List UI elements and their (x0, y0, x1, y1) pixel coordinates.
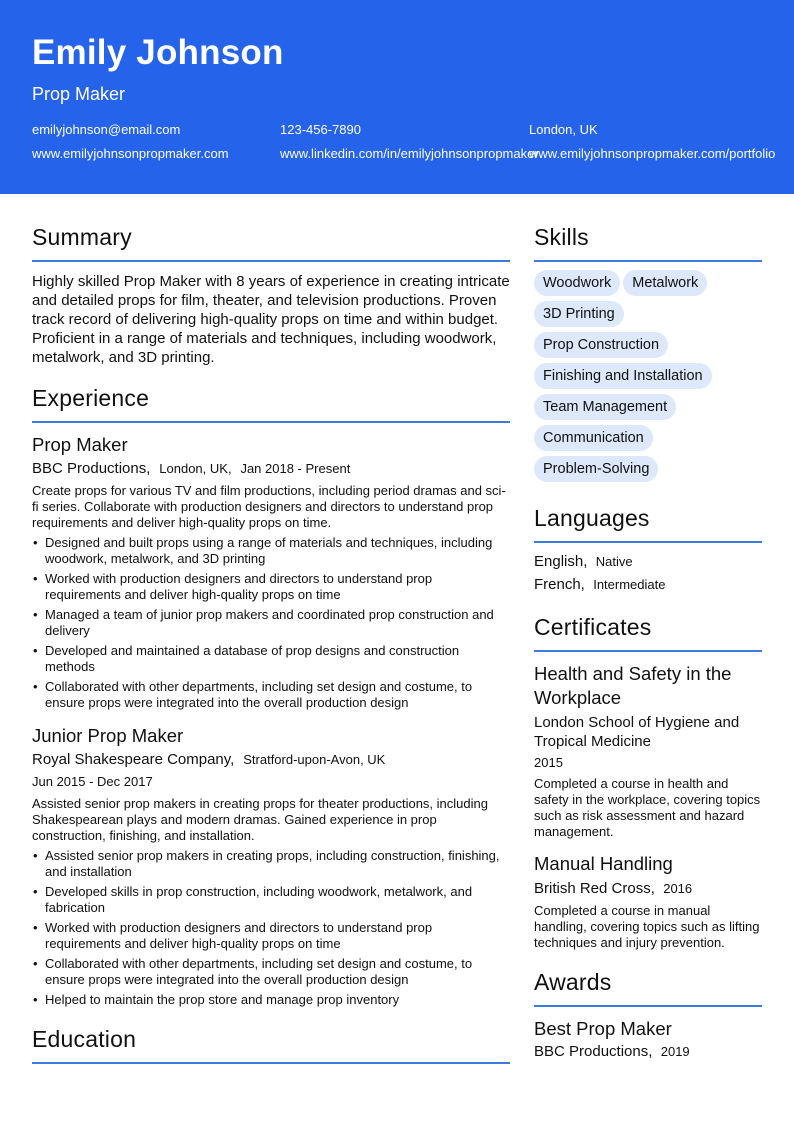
awards-heading: Awards (534, 969, 612, 995)
right-column (534, 224, 762, 1061)
contact-portfolio[interactable]: www.emilyjohnsonpropmaker.com/portfolio (529, 146, 776, 161)
languages-heading: Languages (534, 505, 650, 531)
skill-chip: Problem-Solving (534, 456, 658, 482)
list-item: • Developed skills in prop construction, including woodwork, metalwork, and fabrication (32, 884, 510, 916)
job-title: Prop Maker (32, 434, 128, 455)
skill-chip: Communication (534, 425, 653, 451)
job-bullets (32, 535, 510, 711)
award-title: Best Prop Maker (534, 1018, 672, 1039)
contact-linkedin[interactable]: www.linkedin.com/in/emilyjohnsonpropmaker (280, 146, 539, 161)
skills-heading: Skills (534, 224, 589, 250)
languages-section (534, 505, 762, 596)
certificate-meta (534, 879, 762, 898)
certificate-year: 2016 (663, 881, 693, 896)
section-divider (534, 260, 762, 262)
list-item: • Developed and maintained a database of prop designs and construction methods (32, 643, 510, 675)
language-level: Native (595, 554, 633, 569)
section-divider (534, 1005, 762, 1007)
award-entry (534, 1017, 762, 1061)
candidate-name: Emily Johnson (32, 33, 284, 72)
certificate-org: London School of Hygiene and Tropical Medicine (534, 714, 740, 750)
certificate-description: Completed a course in health and safety in the workplace, covering topics such as risk assessment and hazard management. (534, 776, 761, 839)
job-dates: Jan 2018 - Present (240, 461, 351, 476)
certificate-description: Completed a course in manual handling, covering topics such as lifting techniques and injury prevention. (534, 903, 760, 950)
section-divider (32, 1062, 510, 1064)
contact-phone[interactable]: 123-456-7890 (280, 122, 361, 137)
language-row (534, 573, 762, 596)
job-description: Create props for various TV and film productions, including period dramas and sci-fi series. Collaborate with production designers and directors to understand prop requirements and deliver high-quality props on time. (32, 483, 506, 530)
list-item: • Helped to maintain the prop store and manage prop inventory (32, 992, 510, 1008)
certificate-org: British Red Cross, (534, 880, 655, 897)
list-item: • Collaborated with other departments, including set design and costume, to ensure props were integrated into the overall production design (32, 679, 510, 711)
experience-heading: Experience (32, 385, 150, 411)
job-entry (32, 724, 510, 1008)
certificate-entry (534, 852, 762, 951)
candidate-role: Prop Maker (32, 84, 126, 104)
certificate-title: Manual Handling (534, 853, 673, 874)
contact-location: London, UK (529, 122, 598, 137)
award-org: BBC Productions, (534, 1043, 653, 1060)
list-item: • Worked with production designers and directors to understand prop requirements and deliver high-quality props on time (32, 571, 510, 603)
skill-chip: Woodwork (534, 270, 620, 296)
skills-list (534, 270, 762, 487)
section-divider (32, 260, 510, 262)
language-name: English, (534, 553, 588, 570)
skill-chip: Prop Construction (534, 332, 668, 358)
skill-chip: Team Management (534, 394, 676, 420)
language-level: Intermediate (593, 577, 666, 592)
contact-email[interactable]: emilyjohnson@email.com (32, 122, 181, 137)
skill-chip: Finishing and Installation (534, 363, 712, 389)
job-meta (32, 459, 510, 479)
job-location: Stratford-upon-Avon, UK (243, 752, 386, 767)
experience-section (32, 385, 510, 1008)
certificates-section (534, 614, 762, 951)
job-company: Royal Shakespeare Company, (32, 751, 235, 768)
awards-section (534, 969, 762, 1061)
language-name: French, (534, 576, 585, 593)
education-section (32, 1026, 510, 1064)
contact-website[interactable]: www.emilyjohnsonpropmaker.com (32, 146, 229, 161)
list-item: • Collaborated with other departments, including set design and costume, to ensure props were integrated into the overall production design (32, 956, 510, 988)
certificate-title: Health and Safety in the Workplace (534, 663, 732, 708)
left-column (32, 224, 510, 1064)
skills-section (534, 224, 762, 487)
education-heading: Education (32, 1026, 137, 1052)
job-dates: Jun 2015 - Dec 2017 (32, 774, 153, 789)
resume-header (0, 0, 794, 194)
languages-list (534, 550, 762, 596)
job-company: BBC Productions, (32, 460, 151, 477)
summary-text: Highly skilled Prop Maker with 8 years of experience in creating intricate and detailed props for film, theater, and television productions. Proven track record of delivering high-quality props on time and within budget. Proficient in a range of materials and techniques, including woodwork, metalwork, and 3D printing. (32, 273, 510, 366)
certificate-entry (534, 662, 762, 840)
award-meta (534, 1042, 762, 1061)
skill-chip: Metalwork (623, 270, 707, 296)
section-divider (534, 650, 762, 652)
language-row (534, 550, 762, 573)
certificates-heading: Certificates (534, 614, 652, 640)
job-entry (32, 433, 510, 711)
summary-section (32, 224, 510, 367)
job-bullets (32, 848, 510, 1008)
job-description: Assisted senior prop makers in creating props for theater productions, including Shakespearean plays and modern dramas. Gained experience in prop construction, finishing, and installation. (32, 796, 488, 843)
job-title: Junior Prop Maker (32, 725, 184, 746)
summary-heading: Summary (32, 224, 132, 250)
award-year: 2019 (660, 1044, 690, 1059)
job-meta (32, 750, 510, 770)
certificate-year: 2015 (534, 755, 563, 770)
section-divider (534, 541, 762, 543)
job-location: London, UK, (159, 461, 232, 476)
list-item: • Assisted senior prop makers in creating props, including construction, finishing, and installation (32, 848, 510, 880)
list-item: • Designed and built props using a range of materials and techniques, including woodwork, metalwork, and 3D printing (32, 535, 510, 567)
section-divider (32, 421, 510, 423)
list-item: • Managed a team of junior prop makers and coordinated prop construction and delivery (32, 607, 510, 639)
list-item: • Worked with production designers and directors to understand prop requirements and deliver high-quality props on time (32, 920, 510, 952)
skill-chip: 3D Printing (534, 301, 624, 327)
